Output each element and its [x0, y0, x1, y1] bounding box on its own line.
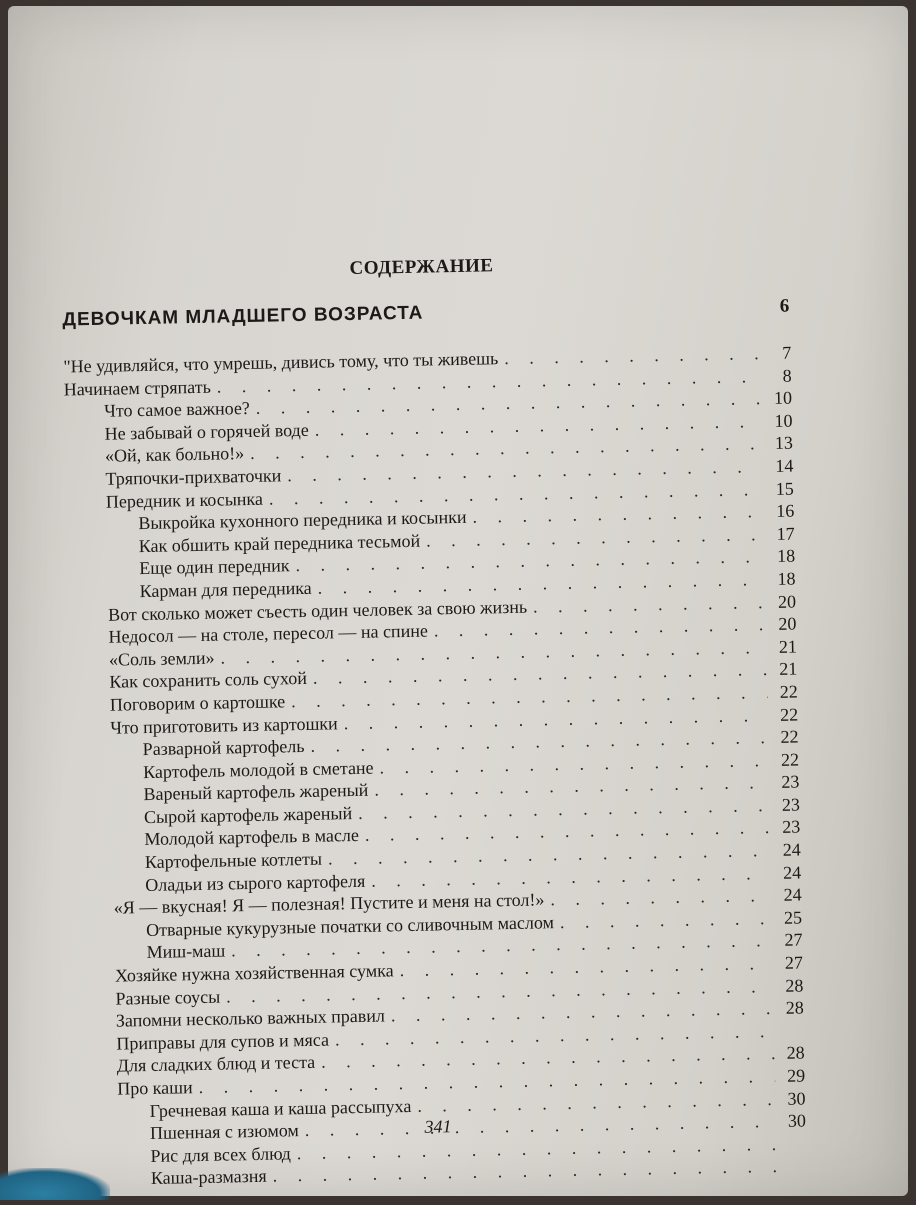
toc-entry-page: 22 [779, 703, 799, 725]
toc-entry-label: Сырой картофель жареный [143, 802, 353, 827]
toc-entry-label: «Соль земли» [108, 647, 215, 670]
toc-entry-label: Вот сколько может съесть один человек за свою жизнь [107, 596, 528, 625]
toc-entry-page [777, 1172, 807, 1173]
toc-entry-label: Как обшить край передника тесьмой [138, 530, 421, 556]
toc-entry-label: Разные соусы [115, 986, 221, 1009]
toc-entry-page: 23 [781, 771, 800, 793]
toc-entry-label: Запомни несколько важных правил [115, 1005, 386, 1031]
toc-entry-label: Картофельные котлеты [144, 848, 323, 873]
toc-entry-page: 18 [777, 568, 796, 589]
toc-entry-label: "Не удивляйся, что умрешь, дивись тому, что ты живешь [63, 348, 499, 377]
toc-entry-page: 23 [782, 816, 801, 838]
toc-entry-label: Разварной картофель [142, 736, 305, 760]
toc-entry-page: 8 [782, 365, 792, 386]
book-page [8, 6, 908, 1196]
toc-entry-page: 7 [782, 342, 792, 363]
toc-entry-label: Приправы для супов и мяса [116, 1029, 330, 1054]
toc-entry-label: Хозяйке нужна хозяйственная сумка [114, 960, 394, 986]
toc-entry-label: Не забывай о горячей воде [104, 419, 309, 444]
toc-entry-page: 24 [783, 884, 802, 906]
toc-entry-page: 28 [785, 997, 804, 1018]
toc-entry-label: Тряпочки-прихваточки [105, 465, 282, 489]
page-number: 341 [424, 1116, 452, 1137]
toc-entry-label: Начинаем стряпать [63, 376, 211, 400]
toc-entry-page: 17 [776, 523, 795, 544]
toc-entry-page: 22 [779, 681, 798, 702]
toc-entry-label: Недосол — на столе, пересол — на спине [108, 620, 429, 647]
thumb [0, 1168, 110, 1200]
toc-entry-label: Отварные кукурузные початки со сливочным маслом [145, 912, 555, 940]
toc-entry-page: 22 [780, 726, 799, 747]
toc-entry-page: 30 [787, 1088, 806, 1109]
toc-entry-label: Передник и косынка [105, 488, 264, 512]
toc-entry-label: Пшенная с изюмом [149, 1120, 299, 1144]
toc-entry-label: Картофель молодой в сметане [142, 757, 374, 782]
toc-entry-label: Каша-размазня [150, 1166, 267, 1189]
toc-entry-label: Про каши [117, 1077, 193, 1099]
toc-entry-page: 28 [786, 1042, 805, 1064]
toc-entry-label: Карман для передника [139, 577, 312, 602]
toc-entry-label: Выкройка кухонного передника и косынки [138, 506, 467, 534]
toc-entry-label: Вареный картофель жареный [143, 780, 369, 805]
toc-entry-page: 25 [783, 907, 803, 928]
toc-entry-page: 21 [778, 636, 798, 657]
toc-entry-page: 27 [784, 929, 803, 951]
toc-entry-page: 13 [774, 432, 794, 454]
section-heading [62, 296, 790, 332]
toc-entry-page: 21 [779, 658, 798, 680]
toc-entry-page: 22 [780, 749, 800, 770]
section-title: ДЕВОЧКАМ МЛАДШЕГО ВОЗРАСТА [62, 302, 424, 331]
toc-entry-page: 20 [777, 591, 797, 612]
page-title: СОДЕРЖАНИЕ [349, 255, 494, 280]
toc-entry-page: 24 [782, 839, 801, 860]
toc-entry-label: «Я — вкусная! Я — полезная! Пустите и меня на стол!» [113, 889, 545, 918]
toc-entry-page: 10 [774, 410, 793, 431]
toc-entry-page: 18 [776, 545, 796, 567]
toc-entry-page: 30 [787, 1110, 807, 1131]
toc-entry-page [774, 1036, 804, 1037]
toc-entry-page: 14 [775, 455, 794, 476]
toc-entry-label: «Ой, как больно!» [104, 443, 245, 467]
toc-entries [63, 342, 807, 1192]
toc-entry-label: Поговорим о картошке [109, 691, 286, 715]
toc-entry-page: 28 [785, 975, 804, 996]
toc-entry-page: 23 [781, 794, 801, 815]
toc-entry-label: Миш-маш [146, 940, 226, 963]
toc-entry-label: Рис для всех блюд [150, 1143, 291, 1166]
toc-entry-label: Что приготовить из картошки [110, 712, 338, 738]
toc-entry-page: 16 [776, 500, 795, 522]
toc-entry-page [776, 1149, 806, 1150]
toc-entry-page: 20 [778, 613, 797, 634]
toc-entry-page: 29 [786, 1065, 806, 1086]
toc-entry-label: Оладьи из сырого картофеля [145, 870, 366, 895]
toc-entry-page: 15 [775, 478, 794, 499]
toc-entry-page: 27 [784, 952, 804, 973]
toc-entry-page: 10 [773, 387, 793, 409]
toc-entry-label: Как сохранить соль сухой [109, 668, 308, 693]
section-page-number: 6 [779, 295, 791, 317]
toc-entry-label: Молодой картофель в масле [144, 825, 360, 850]
toc-entry-label: Гречневая каша и каша рассыпуха [149, 1095, 412, 1121]
toc-entry-label: Еще один передник [139, 555, 290, 579]
toc-entry-label: Для сладких блюд и теста [116, 1052, 316, 1077]
toc-entry-page: 24 [782, 862, 802, 883]
toc-entry-label: Что самое важное? [103, 398, 251, 421]
